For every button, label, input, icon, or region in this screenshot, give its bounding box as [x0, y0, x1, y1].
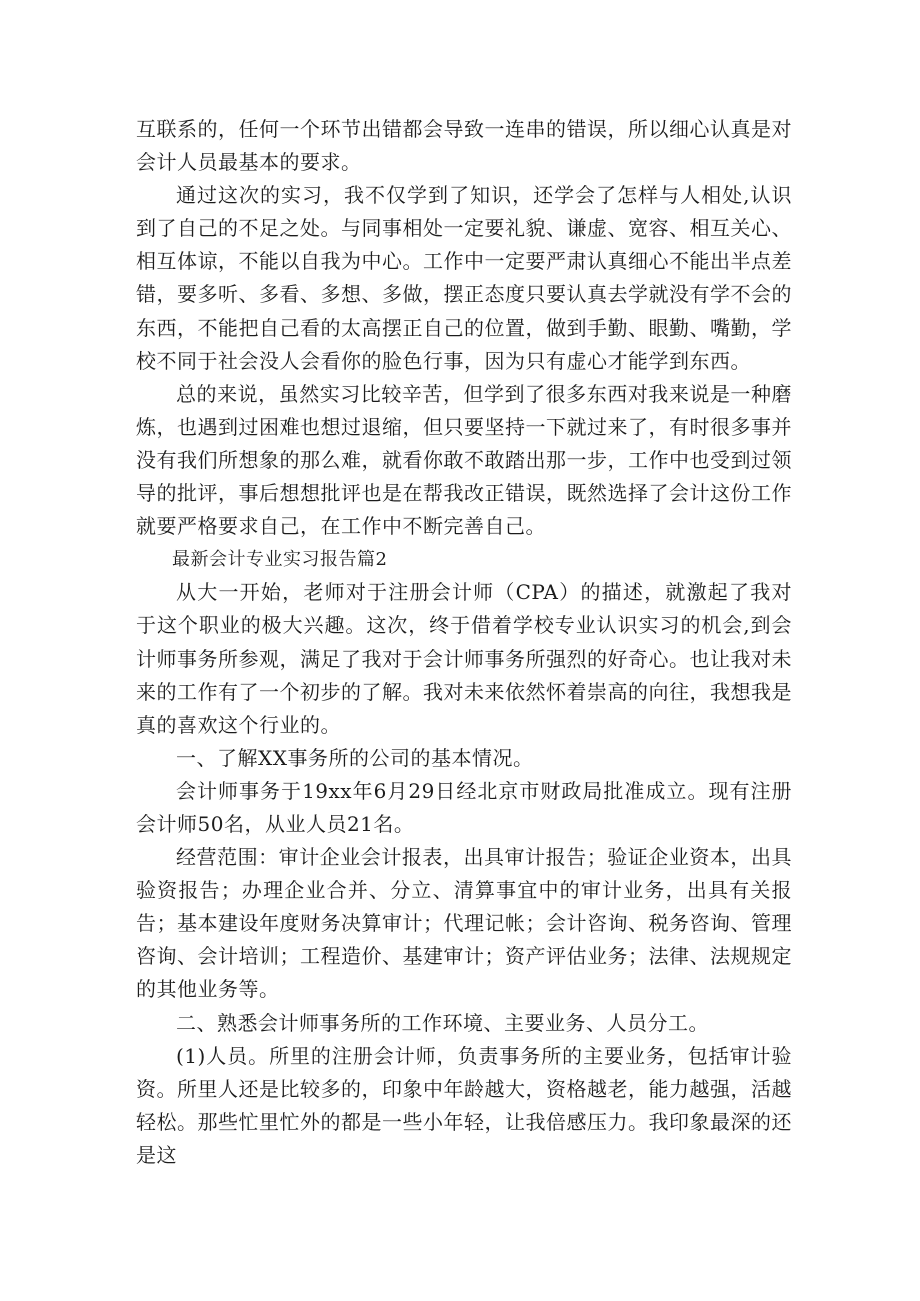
paragraph-firm-founding: 会计师事务于19xx年6月29日经北京市财政局批准成立。现有注册会计师50名，从业人员21名。 [136, 778, 792, 836]
paragraph-intro-cpa: 从大一开始，老师对于注册会计师（CPA）的描述，就激起了我对于这个职业的极大兴趣。这次，终于借着学校专业认识实习的机会,到会计师事务所参观，满足了我对于会计师事务所强烈的好奇心。也让我对未来的工作有了一个初步的了解。我对未来依然怀着崇高的向往，我想我是真的喜欢这个行业的。 [136, 580, 792, 737]
section-heading: 最新会计专业实习报告篇2 [172, 549, 388, 571]
paragraph-staff: (1)人员。所里的注册会计师，负责事务所的主要业务，包括审计验资。所里人还是比较多的，印象中年龄越大，资格越老，能力越强，活越轻松。那些忙里忙外的都是一些小年轻，让我倍感压力。我印象最深的还是这 [136, 1043, 792, 1167]
subheading-work-environment: 二、熟悉会计师事务所的工作环境、主要业务、人员分工。 [176, 1010, 709, 1035]
paragraph-internship-gains: 通过这次的实习，我不仅学到了知识，还学会了怎样与人相处,认识到了自己的不足之处。与同事相处一定要礼貌、谦虚、宽容、相互关心、相互体谅，不能以自我为中心。工作中一定要严肃认真细心不能出半点差错，要多听、多看、多想、多做，摆正态度只要认真去学就没有学不会的东西，不能把自己看的太高摆正自己的位置，做到手勤、眼勤、嘴勤，学校不同于社会没人会看你的脸色行事，因为只有虚心才能学到东西。 [136, 183, 792, 373]
subheading-firm-basics: 一、了解XX事务所的公司的基本情况。 [176, 745, 534, 770]
paragraph-continuation: 互联系的，任何一个环节出错都会导致一连串的错误，所以细心认真是对会计人员最基本的要求。 [136, 117, 792, 175]
paragraph-business-scope: 经营范围：审计企业会计报表，出具审计报告；验证企业资本，出具验资报告；办理企业合并、分立、清算事宜中的审计业务，出具有关报告；基本建设年度财务决算审计；代理记帐；会计咨询、税务咨询、管理咨询、会计培训；工程造价、基建审计；资产评估业务；法律、法规规定的其他业务等。 [136, 845, 792, 1002]
paragraph-summary: 总的来说，虽然实习比较辛苦，但学到了很多东西对我来说是一种磨炼，也遇到过困难也想过退缩，但只要坚持一下就过来了，有时很多事并没有我们所想象的那么难，就看你敢不敢踏出那一步，工作中也受到过领导的批评，事后想想批评也是在帮我改正错误，既然选择了会计这份工作就要严格要求自己，在工作中不断完善自己。 [136, 381, 792, 539]
